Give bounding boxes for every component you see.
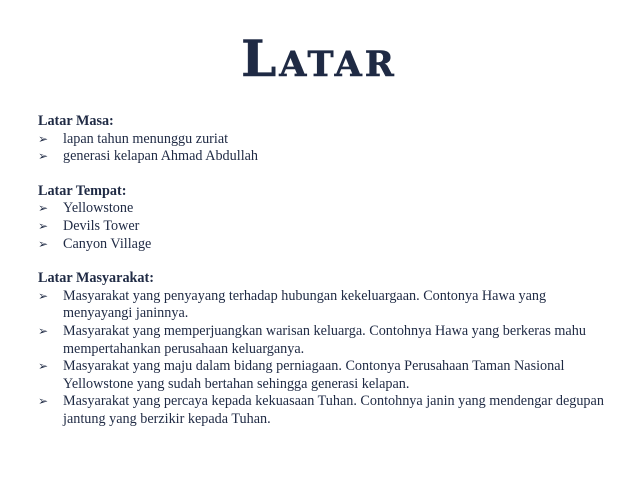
section-heading: Latar Tempat:: [38, 182, 127, 199]
list-item-text: Masyarakat yang percaya kepada kekuasaan Tuhan. Contohnya janin yang mendengar degupan jantung yang berzikir kepada Tuhan.: [63, 393, 604, 427]
list-item: [38, 323, 606, 358]
list-item-text: lapan tahun menunggu zuriat: [63, 130, 229, 147]
list-item: [38, 131, 606, 149]
arrowhead-bullet-icon: ➢: [38, 359, 49, 374]
bullet-list: [38, 131, 606, 166]
arrowhead-bullet-icon: ➢: [38, 236, 49, 251]
section-heading: Latar Masa:: [38, 113, 114, 129]
slide-content: [38, 113, 606, 429]
list-item-text: generasi kelapan Ahmad Abdullah: [63, 148, 259, 165]
list-item: [38, 358, 606, 393]
list-item: [38, 393, 606, 428]
list-item-text: Masyarakat yang maju dalam bidang perniagaan. Contonya Perusahaan Taman Nasional Yellowstone yang sudah bertahan sehingga generasi kelapan.: [63, 358, 565, 392]
list-item: [38, 236, 606, 254]
bullet-list: [38, 200, 606, 253]
arrowhead-bullet-icon: ➢: [38, 394, 49, 409]
list-item-text: Devils Tower: [63, 217, 140, 234]
list-item-text: Yellowstone: [63, 200, 134, 217]
arrowhead-bullet-icon: ➢: [38, 323, 49, 338]
list-item-text: Masyarakat yang memperjuangkan warisan keluarga. Contohnya Hawa yang berkeras mahu mempertahankan perusahaan keluarganya.: [63, 322, 586, 357]
arrowhead-bullet-icon: ➢: [38, 149, 49, 164]
bullet-list: [38, 288, 606, 429]
list-item: [38, 148, 606, 166]
list-item-text: Canyon Village: [63, 235, 152, 252]
list-item: [38, 218, 606, 236]
list-item: [38, 200, 606, 218]
arrowhead-bullet-icon: ➢: [38, 131, 49, 146]
arrowhead-bullet-icon: ➢: [38, 288, 49, 303]
list-item: [38, 288, 606, 323]
list-item-text: Masyarakat yang penyayang terhadap hubungan kekeluargaan. Contonya Hawa yang menyayangi janinnya.: [63, 287, 547, 322]
section-latar-masa: [38, 113, 606, 166]
arrowhead-bullet-icon: ➢: [38, 201, 49, 216]
slide-title: Latar: [241, 29, 397, 88]
section-latar-masyarakat: [38, 270, 606, 428]
section-latar-tempat: [38, 183, 606, 253]
section-heading: Latar Masyarakat:: [38, 270, 154, 287]
arrowhead-bullet-icon: ➢: [38, 218, 49, 233]
